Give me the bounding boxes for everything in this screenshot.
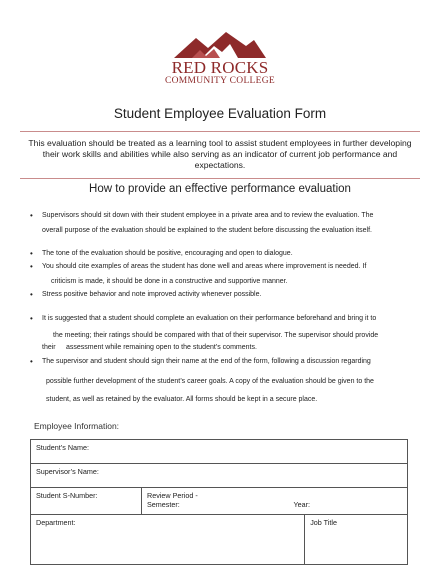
logo-subtitle: COMMUNITY COLLEGE xyxy=(164,76,276,86)
list-item-text: Supervisors should sit down with their student employee in a private area and to review the evaluation. The xyxy=(42,212,374,219)
department-field[interactable] xyxy=(31,515,305,565)
list-item-text: You should cite examples of areas the student has done well and areas where improvement is needed. If xyxy=(42,263,367,270)
list-item xyxy=(26,314,396,323)
list-item-text: criticism is made, it should be done in a constructive and supportive manner. xyxy=(51,278,288,285)
list-item-text: their xyxy=(42,344,56,351)
bullet-icon: • xyxy=(30,249,33,258)
list-item-text: student, as well as retained by the evaluator. All forms should be kept in a secure place. xyxy=(46,396,318,403)
bullet-icon: • xyxy=(30,314,33,323)
field-label: Student’s Name: xyxy=(36,443,90,452)
supervisors-name-field[interactable] xyxy=(31,464,408,488)
field-label: Supervisor’s Name: xyxy=(36,467,99,476)
field-label: Department: xyxy=(36,518,76,527)
employee-information-label: Employee Information: xyxy=(34,421,120,431)
semester-label: Semester: xyxy=(147,500,180,509)
job-title-field[interactable] xyxy=(305,515,408,565)
divider-middle xyxy=(20,178,420,179)
list-item xyxy=(26,290,396,299)
form-title: Student Employee Evaluation Form xyxy=(113,106,327,121)
field-label: Job Title xyxy=(310,518,337,527)
mountain-logo-icon xyxy=(174,32,266,58)
field-label: Review Period - xyxy=(147,491,198,500)
bullet-icon: • xyxy=(30,211,33,220)
list-item-text: assessment while remaining open to the student’s comments. xyxy=(66,344,257,351)
field-label: Student S-Number: xyxy=(36,491,98,500)
list-item xyxy=(26,357,396,366)
logo-name: RED ROCKS xyxy=(171,58,269,77)
list-item-text: The supervisor and student should sign their name at the end of the form, following a discussion regarding xyxy=(42,358,371,365)
list-item-text: It is suggested that a student should complete an evaluation on their performance beforehand and bring it to xyxy=(42,315,377,322)
list-item xyxy=(26,211,396,220)
review-period-field[interactable] xyxy=(142,488,408,515)
students-name-field[interactable] xyxy=(31,440,408,464)
list-item-text: possible further development of the student’s career goals. A copy of the evaluation should be given to the xyxy=(46,378,374,385)
list-item xyxy=(26,249,396,258)
employee-info-table xyxy=(30,439,408,565)
bullet-icon: • xyxy=(30,262,33,271)
bullet-icon: • xyxy=(30,290,33,299)
list-item-text: overall purpose of the evaluation should be explained to the student before discussing the evaluation itself. xyxy=(42,227,372,234)
bullet-icon: • xyxy=(30,357,33,366)
divider-top xyxy=(20,131,420,132)
intro-paragraph: This evaluation should be treated as a learning tool to assist student employees in further developing their work skills and abilities while also serving as an indicator of current job performance and expectations. xyxy=(28,138,412,171)
college-logo xyxy=(0,32,440,86)
list-item xyxy=(26,262,396,271)
list-item-text: The tone of the evaluation should be positive, encouraging and open to dialogue. xyxy=(42,250,293,257)
year-label: Year: xyxy=(293,500,310,509)
section-title: How to provide an effective performance evaluation xyxy=(89,183,351,195)
student-s-number-field[interactable] xyxy=(31,488,142,515)
list-item-text: Stress positive behavior and note improved activity whenever possible. xyxy=(42,291,262,298)
list-item-text: the meeting; their ratings should be compared with that of their supervisor. The supervisor should provide xyxy=(53,332,379,339)
